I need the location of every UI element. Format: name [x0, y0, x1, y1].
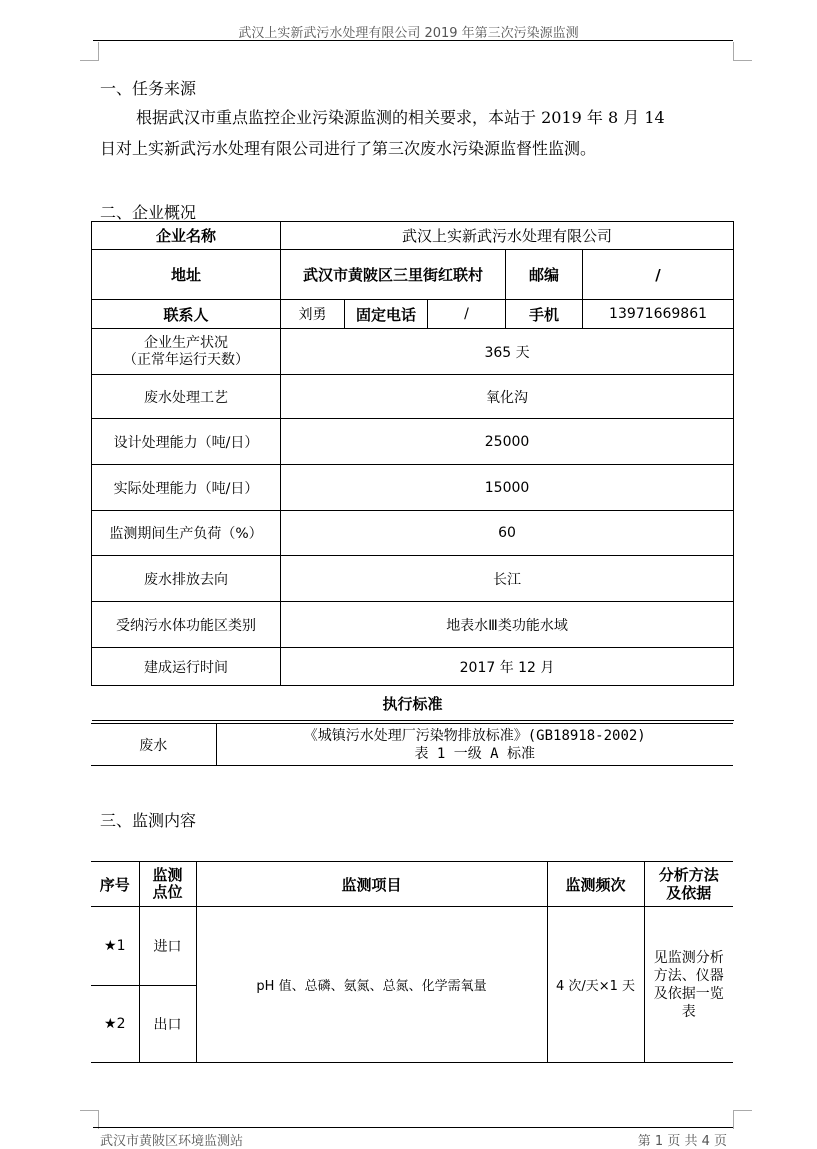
header-line: 监测 [152, 866, 183, 884]
standard-value [216, 724, 733, 766]
col-header-freq: 监测频次 [547, 862, 644, 907]
company-name-label: 企业名称 [92, 222, 281, 250]
design-capacity-label: 设计处理能力（吨/日） [92, 419, 281, 465]
phone-value: / [428, 300, 506, 329]
production-label [92, 329, 281, 375]
crop-mark [733, 1110, 752, 1129]
contact-value: 刘勇 [281, 300, 345, 329]
row-point: 进口 [139, 907, 196, 986]
row-no: ★2 [91, 986, 139, 1063]
load-value: 60 [281, 511, 734, 556]
standard-line: 《城镇污水处理厂污染物排放标准》(GB18918-2002) [303, 727, 646, 744]
col-header-method [644, 862, 733, 907]
phone-label: 固定电话 [345, 300, 428, 329]
col-header-point [139, 862, 196, 907]
footer-page-number: 第 1 页 共 4 页 [637, 1134, 727, 1149]
discharge-value: 长江 [281, 556, 734, 602]
company-name-value: 武汉上实新武污水处理有限公司 [281, 222, 734, 250]
row-point: 出口 [139, 986, 196, 1063]
monitor-frequency: 4 次/天×1 天 [547, 907, 644, 1063]
discharge-label: 废水排放去向 [92, 556, 281, 602]
address-label: 地址 [92, 250, 281, 300]
standard-line: 表 1 一级 A 标准 [414, 745, 536, 762]
design-capacity-value: 25000 [281, 419, 734, 465]
company-overview-table [91, 221, 734, 721]
load-label: 监测期间生产负荷（%） [92, 511, 281, 556]
header-divider [93, 40, 733, 41]
actual-capacity-label: 实际处理能力（吨/日） [92, 465, 281, 511]
standard-heading: 执行标准 [92, 686, 734, 721]
page-header-title: 武汉上实新武污水处理有限公司 2019 年第三次污染源监测 [238, 26, 579, 41]
header-line: 及依据 [666, 884, 712, 902]
paragraph-line: 日对上实新武污水处理有限公司进行了第三次废水污染源监督性监测。 [100, 139, 597, 158]
production-value: 365 天 [281, 329, 734, 375]
crop-mark [733, 42, 752, 61]
section3-heading: 三、监测内容 [100, 811, 197, 830]
standard-label: 废水 [91, 724, 216, 766]
mobile-value: 13971669861 [583, 300, 734, 329]
section1-heading: 一、任务来源 [100, 79, 197, 98]
footer-left: 武汉市黄陂区环境监测站 [100, 1134, 244, 1149]
col-header-item: 监测项目 [196, 862, 547, 907]
address-value: 武汉市黄陂区三里街红联村 [281, 250, 506, 300]
built-time-value: 2017 年 12 月 [281, 648, 734, 686]
mobile-label: 手机 [506, 300, 583, 329]
process-label: 废水处理工艺 [92, 375, 281, 419]
header-line: 分析方法 [658, 866, 719, 884]
monitor-method [644, 907, 733, 1063]
postcode-value: / [583, 250, 734, 300]
monitor-items: pH 值、总磷、氨氮、总氮、化学需氧量 [196, 907, 547, 1063]
production-label-line: 企业生产状况 [144, 334, 228, 351]
postcode-label: 邮编 [506, 250, 583, 300]
method-line: 方法、仪器 [653, 967, 724, 984]
standard-table [91, 723, 733, 766]
crop-mark [80, 42, 99, 61]
section1-paragraph [100, 102, 730, 164]
monitoring-table [91, 861, 733, 1063]
header-line: 点位 [152, 883, 183, 901]
section2-heading: 二、企业概况 [100, 203, 197, 222]
actual-capacity-value: 15000 [281, 465, 734, 511]
water-zone-value: 地表水Ⅲ类功能水域 [281, 602, 734, 648]
water-zone-label: 受纳污水体功能区类别 [92, 602, 281, 648]
method-line: 表 [681, 1003, 696, 1020]
built-time-label: 建成运行时间 [92, 648, 281, 686]
process-value: 氧化沟 [281, 375, 734, 419]
contact-label: 联系人 [92, 300, 281, 329]
footer-divider [93, 1127, 733, 1128]
paragraph-line: 根据武汉市重点监控企业污染源监测的相关要求，本站于 2019 年 8 月 14 [136, 108, 665, 127]
method-line: 见监测分析 [653, 949, 724, 966]
col-header-no: 序号 [91, 862, 139, 907]
production-label-line: （正常年运行天数） [123, 351, 249, 368]
row-no: ★1 [91, 907, 139, 986]
method-line: 及依据一览 [653, 985, 724, 1002]
